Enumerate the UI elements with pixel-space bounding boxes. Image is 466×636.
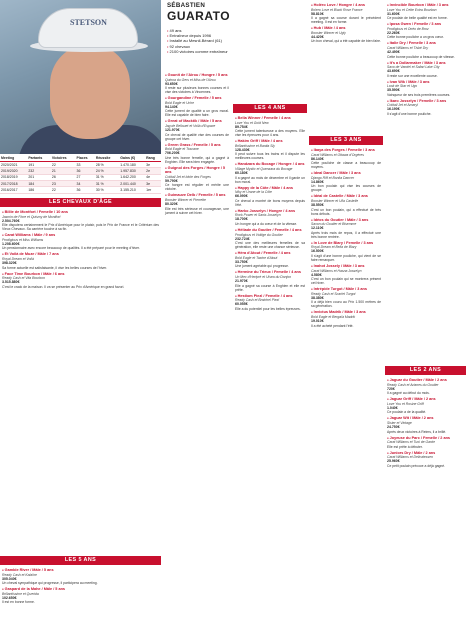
horse-comment: Il a été acheté pendant l'été. [311, 323, 354, 328]
column-1 [0, 0, 161, 636]
horse-pedigree: Coktail Jet et Idole des Forges [165, 174, 211, 179]
section-3-ans [309, 136, 383, 331]
horse-pedigree: Love You et Gold New [235, 120, 269, 125]
horse-pedigree: Royal Dream et Voilà [2, 256, 34, 261]
horse-name: ● Idéos du Goutier / Mâle / 3 ans [311, 218, 381, 223]
stats-cell: 33 [76, 162, 95, 168]
horse-comment: Sa forme actuelle est satisfaisante, il vise les belles courses de l'hiver. [2, 265, 108, 270]
horse-pedigree: Village Mystic et Quenzara du Bocage [235, 166, 293, 171]
horse-entry [235, 251, 305, 268]
horse-comment: Cette bonne pouliche a un gros cœur. [387, 35, 444, 40]
horse-comment: Elle disputera certainement le Prix d'Amérique pour le plaisir, puis le Prix de France et le Critérium des Vieux Chevaux. Sa carrière touche à sa fin. [2, 223, 159, 232]
stats-cell: 24 % [95, 168, 119, 174]
horse-earnings: 720€ [387, 386, 395, 391]
horse-comment: Cette jument talentueuse a des moyens. Elle vise les épreuves pour 4 ans. [235, 129, 305, 138]
horse-earnings: 1.208.600€ [2, 241, 20, 246]
section-chevaux-age [0, 198, 161, 292]
horse-earnings: 305.040€ [2, 576, 17, 581]
horse-name: ● Idéal de Castelle / Mâle / 3 ans [311, 194, 381, 199]
stats-header-row [0, 155, 161, 162]
stats-cell: 232 [27, 168, 51, 174]
horse-earnings: 2.504.760€ [2, 218, 20, 223]
horse-pedigree: Brillantissime et Querida [2, 591, 39, 596]
column-3 [233, 0, 307, 636]
horse-earnings: 16.500€ [311, 249, 324, 254]
horse-pedigree: Booster Winner et Ulla Castelle [311, 198, 359, 203]
horse-earnings: 18.700€ [235, 217, 248, 222]
stats-cell: 21 [51, 168, 76, 174]
horse-comment: Il a gagné au début du mois. [387, 391, 430, 396]
horse-comment: Il reste sur plusieurs bonnes courses et il vise des victoires à Vincennes. [165, 86, 229, 95]
horse-entry [165, 166, 229, 192]
horse-earnings: 60.055€ [235, 302, 248, 307]
stats-cell: 30 % [95, 187, 119, 193]
stats-cell: 26 [51, 174, 76, 180]
horse-comment: Ce hongre est régulier et mérite une victoire. [165, 183, 229, 192]
stats-cell: 1.957.830 [119, 168, 145, 174]
stats-cell: 36 [76, 168, 95, 174]
horse-comment: Cette jument de qualité a un gros moral. Elle est capable de bien faire. [165, 109, 229, 118]
horse-list [0, 207, 161, 292]
horse-earnings: 16.190€ [387, 107, 400, 112]
horse-name: ● Héliade du Goutier / Femelle / 4 ans [235, 228, 305, 233]
horse-entry [235, 186, 305, 207]
horse-entry [311, 264, 381, 285]
horse-name: ● Inahot Jossely / Mâle / 3 ans [311, 264, 381, 269]
horse-earnings: 4.580€ [311, 272, 322, 277]
horse-pedigree: Un Mec d'Heripré et Ulsea du Donjon [235, 274, 292, 279]
horse-earnings: 38.380€ [311, 295, 324, 300]
horse-comment: Après trois mois de repos, il a effectué une très bonne rentrée. [311, 230, 381, 239]
horse-name: ● Invincible Bourbon / Mâle / 3 ans [387, 3, 464, 8]
column-5 [385, 0, 466, 636]
horse-earnings: 58.810€ [311, 11, 324, 16]
stats-cell: 22 [51, 187, 76, 193]
trainer-photo [0, 0, 161, 154]
horse-entry [387, 378, 464, 395]
horse-entry [387, 451, 464, 468]
horse-list [0, 565, 161, 607]
horse-name: ● Gaspard de la Mahe / Mâle / 5 ans [2, 587, 159, 592]
horse-comment: Après deux victoires à Reims, il a brillé. [387, 429, 447, 434]
horse-earnings: 59.790€ [165, 178, 178, 183]
stats-body [0, 162, 161, 194]
horse-entry [387, 22, 464, 39]
horse-comment: Un pensionnaire avec encore beaucoup de qualités. Il a été préparé pour le meeting d'hiver. [2, 246, 140, 251]
horse-name: ● Ivan Wik / Mâle / 3 ans [387, 80, 464, 85]
stats-row [0, 187, 161, 193]
stats-header: Rang [145, 155, 161, 162]
horse-name: ● Intrépide Turgot / Mâle / 3 ans [311, 287, 381, 292]
horse-entry [311, 310, 381, 327]
horse-pedigree: Bold Eagle et Uche [165, 100, 195, 105]
horse-entry [235, 294, 305, 311]
horse-comment: Il est en bonne forme. [2, 600, 35, 605]
stats-cell: 3e [145, 162, 161, 168]
horse-comment: Cette pouliche de classe a beaucoup de moyens. [311, 161, 381, 170]
horse-list [309, 0, 383, 46]
stats-cell: 184 [27, 181, 51, 187]
horse-entry [165, 119, 229, 140]
horse-pedigree: Niky et Urane de la Côte [235, 190, 272, 195]
horse-pedigree: Jag de Bellouet et Voilà d'Espace [165, 123, 216, 128]
horse-name: ● Hub / Mâle / 4 ans [311, 26, 381, 31]
horse-earnings: 25.960€ [387, 459, 400, 464]
horse-name: ● Gounit de l'Airou / Hongre / 5 ans [165, 73, 229, 78]
horse-name: ● Carat Williams / Mâle / 9 ans [2, 233, 159, 238]
stats-cell: 23 [51, 181, 76, 187]
horse-earnings: 80.320€ [165, 202, 178, 207]
horse-pedigree: Prodigious et Voltige du Goutier [235, 232, 283, 237]
stats-header: Gains (€) [119, 155, 145, 162]
horse-entry [2, 568, 159, 585]
horse-comment: Il a gagné sa course durant le précédent meeting. Il est en forme. [311, 16, 381, 25]
horse-comment: Ce poulain de belle qualité est en forme. [387, 16, 448, 21]
horse-pedigree: Carat Williams et Tisbé Dry [387, 45, 429, 50]
horse-entry [235, 228, 305, 249]
horse-name: ● It's a Dollarmaker / Mâle / 3 ans [387, 61, 464, 66]
horse-pedigree: Django Riff et Bonita Dancer [311, 175, 354, 180]
horse-pedigree: Ready Cash et Arianes du Goutier [387, 382, 439, 387]
stats-header: Partants [27, 155, 51, 162]
horse-comment: Il reste sur une excellente course. [387, 73, 438, 78]
stats-cell: 2016/2017 [0, 187, 27, 193]
horse-pedigree: Saxon du Goutier et Bisemme [311, 222, 357, 227]
stats-header: Victoires [51, 155, 76, 162]
horse-earnings: 706.200€ [165, 151, 180, 156]
horse-list [309, 145, 383, 331]
stats-cell: 2018/2019 [0, 174, 27, 180]
horse-earnings: 31.600€ [387, 11, 400, 16]
horse-pedigree: Bold Eagle et Bergaïa Madrik [311, 314, 356, 319]
horse-earnings: 35.590€ [387, 88, 400, 93]
section-title: LES 4 ANS [233, 104, 307, 113]
horse-list [163, 70, 231, 218]
horse-pedigree: Ready Cash et Kalaïne [2, 572, 37, 577]
horse-entry [235, 139, 305, 160]
stats-cell: 186 [27, 187, 51, 193]
horse-pedigree: Prodigious et Onéo de Broz [387, 26, 429, 31]
horse-pedigree: Brillantissime et Banita Sly [235, 143, 275, 148]
stats-cell: 34 [76, 181, 95, 187]
stats-cell: 3.155.210 [119, 187, 145, 193]
horse-comment: Un bon poulain qui vise les courses de groupe. [311, 184, 381, 193]
horse-earnings: 60.180€ [235, 170, 248, 175]
horse-comment: C'est le crack de la maison. Il va se présenter au Prix d'Amérique en grand favori. [2, 284, 125, 289]
horse-comment: Il s'agit d'une bonne pouliche, qui vient de se faire remarquer. [311, 253, 381, 262]
horse-comment: Ce cheval a montré de bons moyens depuis l'été. [235, 198, 305, 207]
horse-entry [165, 96, 229, 117]
horse-pedigree: Ready Cash et Scarlet Turgot [311, 291, 356, 296]
horse-comment: C'est un bon poulain, qui a effectué de très bons débuts. [311, 207, 381, 216]
horse-list [385, 375, 466, 471]
horse-name: ● Billie de Montfort / Femelle / 10 ans [2, 210, 159, 215]
stats-cell: 36 [76, 187, 95, 193]
horse-list [385, 0, 466, 119]
stats-table [0, 155, 161, 194]
horse-entry [235, 162, 305, 183]
stats-cell: 2017/2018 [0, 181, 27, 187]
horse-name: ● Joyeuse du Parc / Femelle / 2 ans [387, 436, 464, 441]
horse-entry [2, 272, 159, 289]
horse-entry [235, 270, 305, 291]
horse-pedigree: Carat Williams et Ottawa d'Orgères [311, 152, 364, 157]
horse-pedigree: Ready Cash et Bratchel Piezl [235, 298, 280, 303]
horse-entry [311, 3, 381, 24]
horse-earnings: 21.970€ [235, 278, 248, 283]
horse-earnings: 232.724€ [235, 236, 250, 241]
horse-earnings: 94.140€ [165, 104, 178, 109]
horse-entry [311, 287, 381, 308]
stats-cell: 1.470.180 [119, 162, 145, 168]
trainer-first-name: SÉBASTIEN [167, 2, 206, 9]
horse-entry [2, 587, 159, 604]
horse-comment: Il a gagné au mois de décembre et il garde un bon moral. [235, 175, 305, 184]
horse-name: ● In Love de Blary / Femelle / 3 ans [311, 241, 381, 246]
horse-earnings: 89.754€ [235, 124, 248, 129]
fact-item: • 49 ans [167, 28, 297, 33]
horse-name: ● Ideal Dancer / Mâle / 3 ans [311, 171, 381, 176]
horse-comment: C'est un bon poulain qui se montrera présent cet hiver. [311, 277, 381, 286]
horse-comment: Une jument agréable qui progresse. [235, 264, 289, 269]
horse-comment: Ce poulain a de la qualité. [387, 410, 427, 415]
horse-entry [387, 99, 464, 116]
horse-pedigree: Love You et Rosine Griff [387, 401, 424, 406]
horse-name: ● Harko Josselyn / Hongre / 4 ans [235, 209, 305, 214]
horse-pedigree: Royal Dream et Bella de Blary [311, 245, 357, 250]
horse-entry [311, 241, 381, 262]
horse-earnings: 33.750€ [235, 259, 248, 264]
horse-list [233, 113, 307, 314]
fact-item: • Installé au Mesnil-Bérard (61) [167, 38, 297, 43]
column-2 [163, 0, 231, 636]
fact-item: • Entraîneur depuis 1996 [167, 33, 297, 38]
horse-name: ● Invictus Madrik / Mâle / 3 ans [311, 310, 381, 315]
horse-comment: Il s'agit d'une bonne pouliche. [387, 112, 432, 117]
horse-earnings: 24.750€ [387, 424, 400, 429]
horse-pedigree: Carat Williams et Tuoi de Garde [387, 440, 435, 445]
section-2-ans [385, 366, 466, 471]
horse-name: ● Ikaro Josselyn / Femelle / 3 ans [387, 99, 464, 104]
stats-cell: 2020/2021 [0, 162, 27, 168]
horse-entry [311, 218, 381, 239]
horse-name: ● Guignol des Forges / Hongre / 5 ans [165, 166, 229, 175]
horse-comment: Un hongre qui a du cœur et de la vitesse. [235, 221, 298, 226]
fact-item: • 2100 victoires comme entraîneur [167, 49, 297, 54]
horse-entry [387, 397, 464, 414]
horse-earnings: 86.140€ [311, 156, 324, 161]
horse-entry [165, 143, 229, 164]
horse-name: ● Italie Dry / Femelle / 3 ans [387, 41, 464, 46]
horse-earnings: 14.860€ [311, 179, 324, 184]
horse-comment: Il a déjà bien couru au Prix 1.500 mètres de sa génération. [311, 300, 381, 309]
horse-pedigree: Bold Eagle et Toscane [165, 147, 199, 152]
trainer-last-name: GUARATO [167, 9, 231, 23]
horse-pedigree: Rock Power et Sanis Josselyn [235, 213, 281, 218]
horse-comment: Une très bonne femelle, qui a gagné à Enghien. Elle sera bien engagée. [165, 155, 229, 164]
stats-cell: 27 [76, 174, 95, 180]
horse-name: ● Great of Macktik / Mâle / 5 ans [165, 119, 229, 124]
stats-header: Meeting [0, 155, 27, 162]
horse-pedigree: Ready Cash et Vita Bourbon [2, 276, 45, 281]
stats-cell: 4e [145, 174, 161, 180]
horse-entry [311, 194, 381, 215]
horse-earnings: 66.090€ [235, 194, 248, 199]
horse-name: ● Bella Winner / Femelle / 4 ans [235, 116, 305, 121]
horse-pedigree: Coktail Jet et Amaryl [387, 103, 418, 108]
horse-entry [387, 436, 464, 449]
stats-cell: 31 % [95, 181, 119, 187]
horse-pedigree: Bolero Love et Black Rose France [311, 7, 363, 12]
horse-earnings: 22.260€ [387, 30, 400, 35]
horse-pedigree: Saxo de Vandel et Safari Lake City [387, 65, 440, 70]
section-5-ans [0, 556, 161, 607]
horse-pedigree: Quinoa du Gers et Miss de l'Airou [165, 77, 216, 82]
section-title: LES 3 ANS [309, 136, 383, 145]
horse-name: ● Gamble River / Mâle / 5 ans [2, 568, 159, 573]
horse-entry [2, 210, 159, 231]
horse-comment: Un cheval sympathique qui progresse, il participera au meeting. [2, 581, 98, 586]
horse-earnings: 38.550€ [311, 202, 324, 207]
horse-pedigree: Love You et Cette Extra Bourbon [387, 7, 437, 12]
horse-comment: Elle a gagné sa course à Enghien et elle est prête. [235, 283, 305, 292]
photo-face [50, 44, 130, 139]
horse-comment: Elle est prête à débuter. [387, 444, 423, 449]
stats-cell: 2.001.440 [119, 181, 145, 187]
horse-entry [235, 116, 305, 137]
horse-earnings: 42.490€ [387, 49, 400, 54]
horse-entry [165, 193, 229, 214]
photo-cap [38, 8, 138, 48]
stats-cell: 201 [27, 174, 51, 180]
section-title: LES 2 ANS [385, 366, 466, 375]
horse-pedigree: Booster Winner et Pierrette [165, 198, 206, 203]
horse-comment: Il peut suivre tous les trains et il dispute les meilleures courses. [235, 152, 305, 161]
horse-entry [387, 41, 464, 58]
horse-earnings: 3.515.880€ [2, 280, 20, 285]
horse-pedigree: Bold Eagle et Taxine d'Atout [235, 255, 278, 260]
horse-comment: Cette bonne pouliche a beaucoup de vitesse. [387, 54, 455, 59]
stats-cell: 22 [51, 162, 76, 168]
horse-entry [2, 252, 159, 269]
horse-earnings: 121.970€ [165, 127, 180, 132]
horse-name: ● Jaguar du Goutier / Mâle / 2 ans [387, 378, 464, 383]
section-title: LES 5 ANS [0, 556, 161, 565]
horse-name: ● Ibaya des Forges / Femelle / 3 ans [311, 148, 381, 153]
horse-entry [311, 26, 381, 43]
horse-entry [387, 416, 464, 433]
horse-earnings: 93.650€ [165, 81, 178, 86]
horse-pedigree: Carat Williams et Hasna Josselyn [311, 268, 362, 273]
horse-earnings: 19.010€ [311, 318, 324, 323]
horse-name: ● Face Time Bourbon / Mâle / 6 ans [2, 272, 159, 277]
stats-cell: 3e [145, 181, 161, 187]
horse-comment: Vainqueur de ses trois premières courses. [387, 92, 451, 97]
horse-name: ● Iposa Gwen / Femelle / 3 ans [387, 22, 464, 27]
horse-pedigree: Booster Winner et Ugly [311, 30, 346, 35]
horse-entry [2, 233, 159, 250]
horse-pedigree: Sister et Vintage [387, 420, 412, 425]
stats-cell: 1er [145, 187, 161, 193]
horse-comment: C'est une des meilleures femelles de sa génération, elle reste une chance sérieuse. [235, 241, 305, 250]
horse-entry [387, 3, 464, 20]
horse-name: ● Gourgandine / Femelle / 5 ans [165, 96, 229, 101]
horse-name: ● Hestiom Piezl / Femelle / 4 ans [235, 294, 305, 299]
photo-cap-logo: STETSON [70, 18, 107, 27]
horse-entry [165, 73, 229, 94]
horse-name: ● Jaguar Wit / Mâle / 2 ans [387, 416, 464, 421]
horse-name: ● Jaguar Griff / Mâle / 2 ans [387, 397, 464, 402]
horse-earnings: 102.650€ [2, 595, 17, 600]
horse-comment: Un bon cheval, qui a été capable de bien faire. [311, 39, 381, 44]
horse-comment: Ce cheval de qualité vise des courses de groupe cet hiver. [165, 132, 229, 141]
horse-name: ● Holéro Love / Hongre / 4 ans [311, 3, 381, 8]
stats-cell: 31 % [95, 174, 119, 180]
horse-earnings: 128.430€ [235, 147, 250, 152]
horse-pedigree: Look de Star et Ugo [387, 84, 418, 89]
horse-name: ● Guimauve Delb / Femelle / 5 ans [165, 193, 229, 198]
horse-pedigree: Prodigious et Miss Williams [2, 237, 44, 242]
horse-earnings: 44.420€ [311, 34, 324, 39]
stats-cell: 191 [27, 162, 51, 168]
horse-entry [235, 209, 305, 226]
stats-header: Réussite [95, 155, 119, 162]
stats-cell: 2019/2020 [0, 168, 27, 174]
stats-header: Places [76, 155, 95, 162]
horse-entry [311, 171, 381, 192]
horse-comment: Ce petit poulain précoce a déjà gagné. [387, 463, 446, 468]
horse-entry [387, 61, 464, 78]
horse-pedigree: Jasmin de Flore et Quismy de Montfort [2, 214, 61, 219]
stats-cell: 1.642.200 [119, 174, 145, 180]
horse-earnings: 398.320€ [2, 260, 17, 265]
horse-name: ● Hermine du Trieux / Femelle / 4 ans [235, 270, 305, 275]
horse-name: ● Juniors Dry / Mâle / 2 ans [387, 451, 464, 456]
horse-name: ● Héra d'Atout / Femelle / 4 ans [235, 251, 305, 256]
section-title: LES CHEVAUX D'ÂGE [0, 198, 161, 207]
column-4 [309, 0, 383, 636]
horse-name: ● Hakim Griff / Mâle / 4 ans [235, 139, 305, 144]
horse-comment: Elle a du potentiel pour les belles épreuves. [235, 306, 301, 311]
horse-name: ● Et Voilà de Muze / Mâle / 7 ans [2, 252, 159, 257]
horse-entry [387, 80, 464, 97]
fact-item: • 92 chevaux [167, 44, 297, 49]
stats-cell: 2e [145, 168, 161, 174]
horse-earnings: 12.110€ [311, 226, 324, 231]
horse-entry [311, 148, 381, 169]
stats-cell: 28 % [95, 162, 119, 168]
horse-earnings: 1.040€ [387, 405, 398, 410]
horse-name: ● Happy de la Côte / Mâle / 4 ans [235, 186, 305, 191]
horse-pedigree: Carat Williams et Delicatessen [387, 455, 433, 460]
horse-name: ● Green Grass / Femelle / 5 ans [165, 143, 229, 148]
horse-earnings: 43.690€ [387, 69, 400, 74]
section-4-ans [233, 104, 307, 314]
horse-comment: Elle est très sérieuse et courageuse, une jument à suivre cet hiver. [165, 206, 229, 215]
horse-name: ● Handzara du Bocage / Hongre / 4 ans [235, 162, 305, 167]
